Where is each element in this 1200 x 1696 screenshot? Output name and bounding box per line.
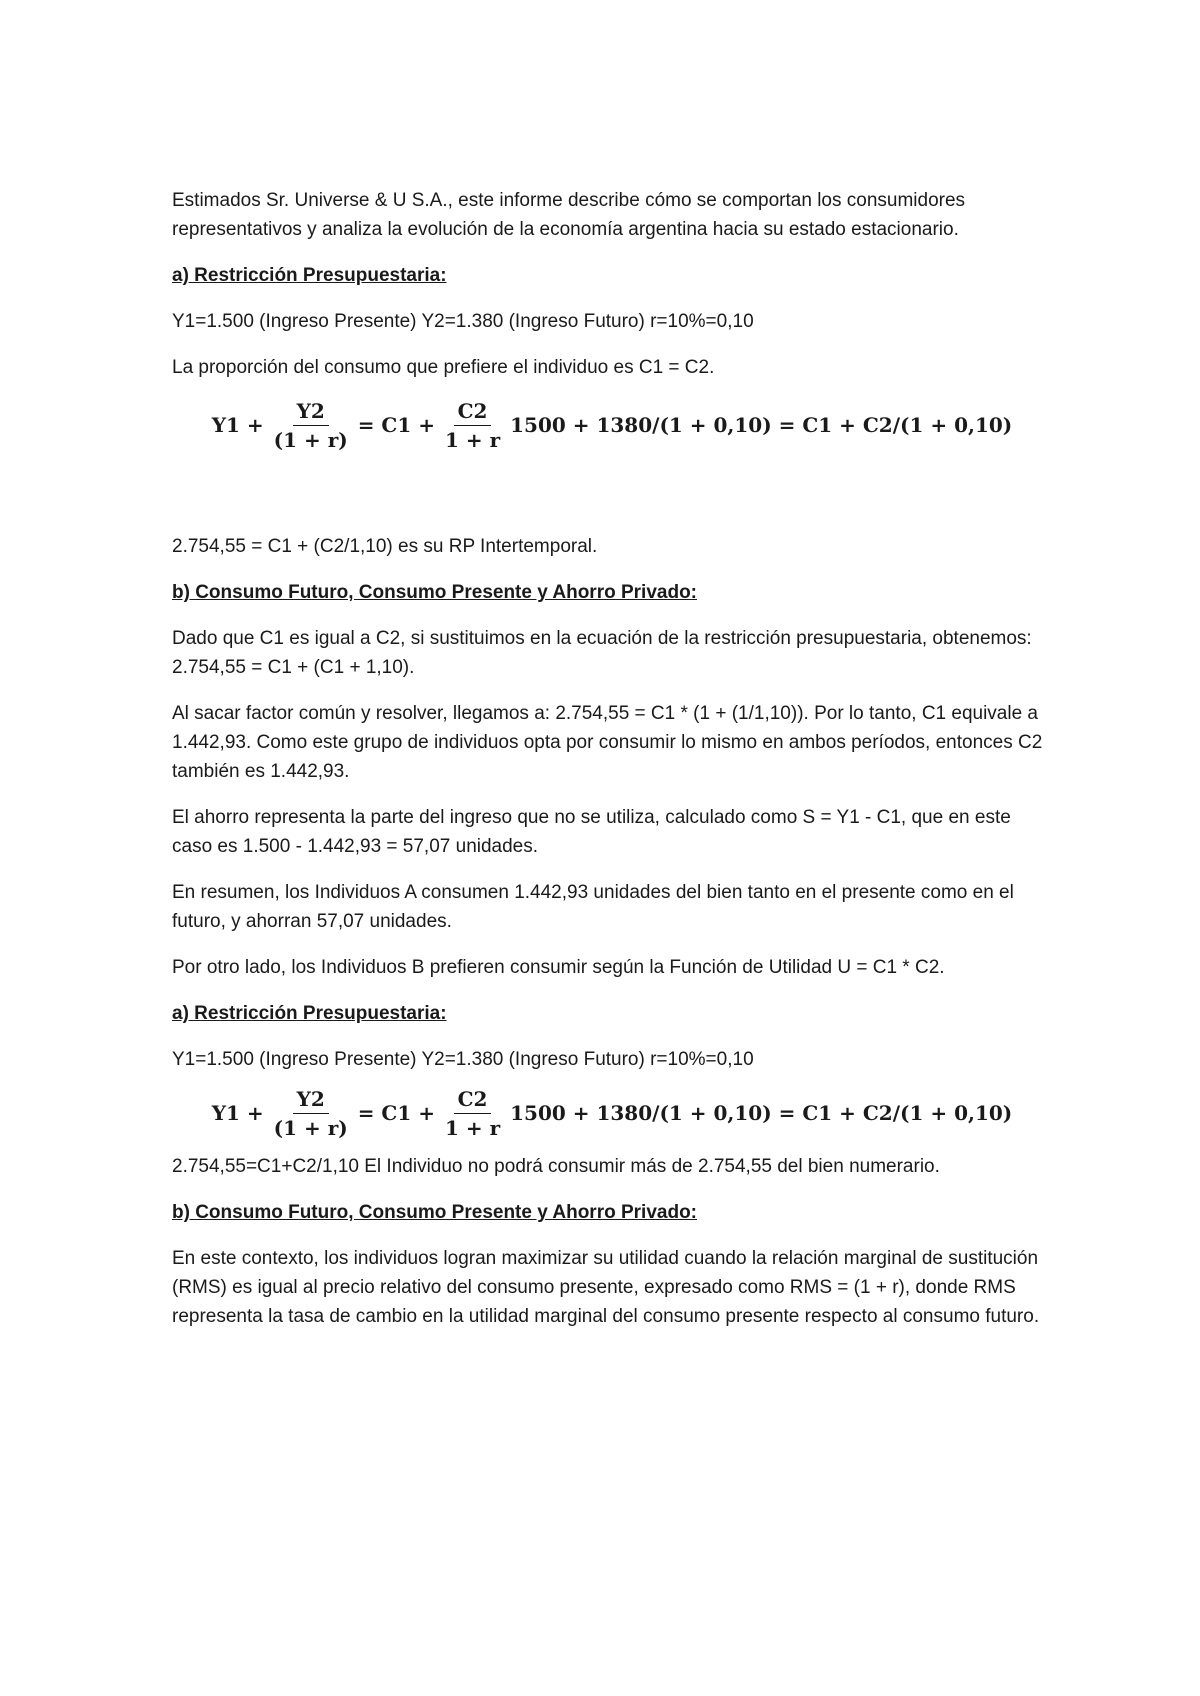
heading-consumo-2: b) Consumo Futuro, Consumo Presente y Ahorro Privado: (172, 1202, 697, 1223)
document-page (172, 186, 1052, 1348)
preference-line: La proporción del consumo que prefiere el individuo es C1 = C2. (172, 357, 715, 378)
eq-numerator: Y2 (293, 399, 329, 426)
eq-fraction-y2 (270, 1087, 352, 1140)
eq-numerator: C2 (454, 1087, 492, 1114)
paragraph-substitution: Dado que C1 es igual a C2, si sustituimos en la ecuación de la restricción presupuestaria, obtenemos: 2.754,55 = C1 + (C1 + 1,10). (172, 628, 1032, 678)
eq-denominator: (1 + r) (273, 427, 348, 452)
eq-equals-c1: = C1 + (357, 1101, 435, 1125)
intro-paragraph: Estimados Sr. Universe & U S.A., este informe describe cómo se comportan los consumidores representativos y analiza la evolución de la economía argentina hacia su estado estacionario. (172, 190, 966, 240)
rp-result-1: 2.754,55 = C1 + (C2/1,10) es su RP Intertemporal. (172, 536, 598, 557)
eq-numeric-form: 1500 + 1380/(1 + 0,10) = C1 + C2/(1 + 0,10) (510, 413, 1013, 437)
income-data-line-1: Y1=1.500 (Ingreso Presente) Y2=1.380 (Ingreso Futuro) r=10%=0,10 (172, 311, 754, 332)
eq-denominator: 1 + r (444, 1115, 501, 1140)
eq-numerator: Y2 (293, 1087, 329, 1114)
paragraph-ahorro: El ahorro representa la parte del ingreso que no se utiliza, calculado como S = Y1 - C1, que en este caso es 1.500 - 1.442,93 = 57,07 unidades. (172, 807, 1011, 857)
eq-fraction-y2 (270, 399, 352, 452)
rp-result-2: 2.754,55=C1+C2/1,10 El Individuo no podrá consumir más de 2.754,55 del bien numerario. (172, 1156, 940, 1177)
paragraph-individuos-b: Por otro lado, los Individuos B prefieren consumir según la Función de Utilidad U = C1 * C2. (172, 957, 945, 978)
eq-fraction-c2 (441, 399, 504, 452)
eq-numeric-form: 1500 + 1380/(1 + 0,10) = C1 + C2/(1 + 0,10) (510, 1101, 1013, 1125)
budget-equation-2 (172, 1078, 1052, 1148)
paragraph-rms: En este contexto, los individuos logran maximizar su utilidad cuando la relación marginal de sustitución (RMS) es igual al precio relativo del consumo presente, expresado como RMS = (1 + r), donde RMS representa la tasa de cambio en la utilidad marginal del consumo presente respecto al consumo futuro. (172, 1248, 1040, 1327)
income-data-line-2: Y1=1.500 (Ingreso Presente) Y2=1.380 (Ingreso Futuro) r=10%=0,10 (172, 1049, 754, 1070)
heading-restriccion-1: a) Restricción Presupuestaria: (172, 265, 447, 286)
eq-numerator: C2 (454, 399, 492, 426)
eq-y1-term: Y1 + (211, 1101, 264, 1125)
paragraph-factor: Al sacar factor común y resolver, llegamos a: 2.754,55 = C1 * (1 + (1/1,10)). Por lo tanto, C1 equivale a 1.442,93. Como este grupo de individuos opta por consumir lo mismo en ambos períodos, entonces C2 también es 1.442,93. (172, 703, 1043, 782)
eq-denominator: 1 + r (444, 427, 501, 452)
heading-consumo-1: b) Consumo Futuro, Consumo Presente y Ahorro Privado: (172, 582, 697, 603)
budget-equation-1 (172, 390, 1052, 460)
eq-denominator: (1 + r) (273, 1115, 348, 1140)
eq-equals-c1: = C1 + (357, 413, 435, 437)
heading-restriccion-2: a) Restricción Presupuestaria: (172, 1003, 447, 1024)
paragraph-resumen: En resumen, los Individuos A consumen 1.442,93 unidades del bien tanto en el presente como en el futuro, y ahorran 57,07 unidades. (172, 882, 1014, 932)
eq-y1-term: Y1 + (211, 413, 264, 437)
eq-fraction-c2 (441, 1087, 504, 1140)
